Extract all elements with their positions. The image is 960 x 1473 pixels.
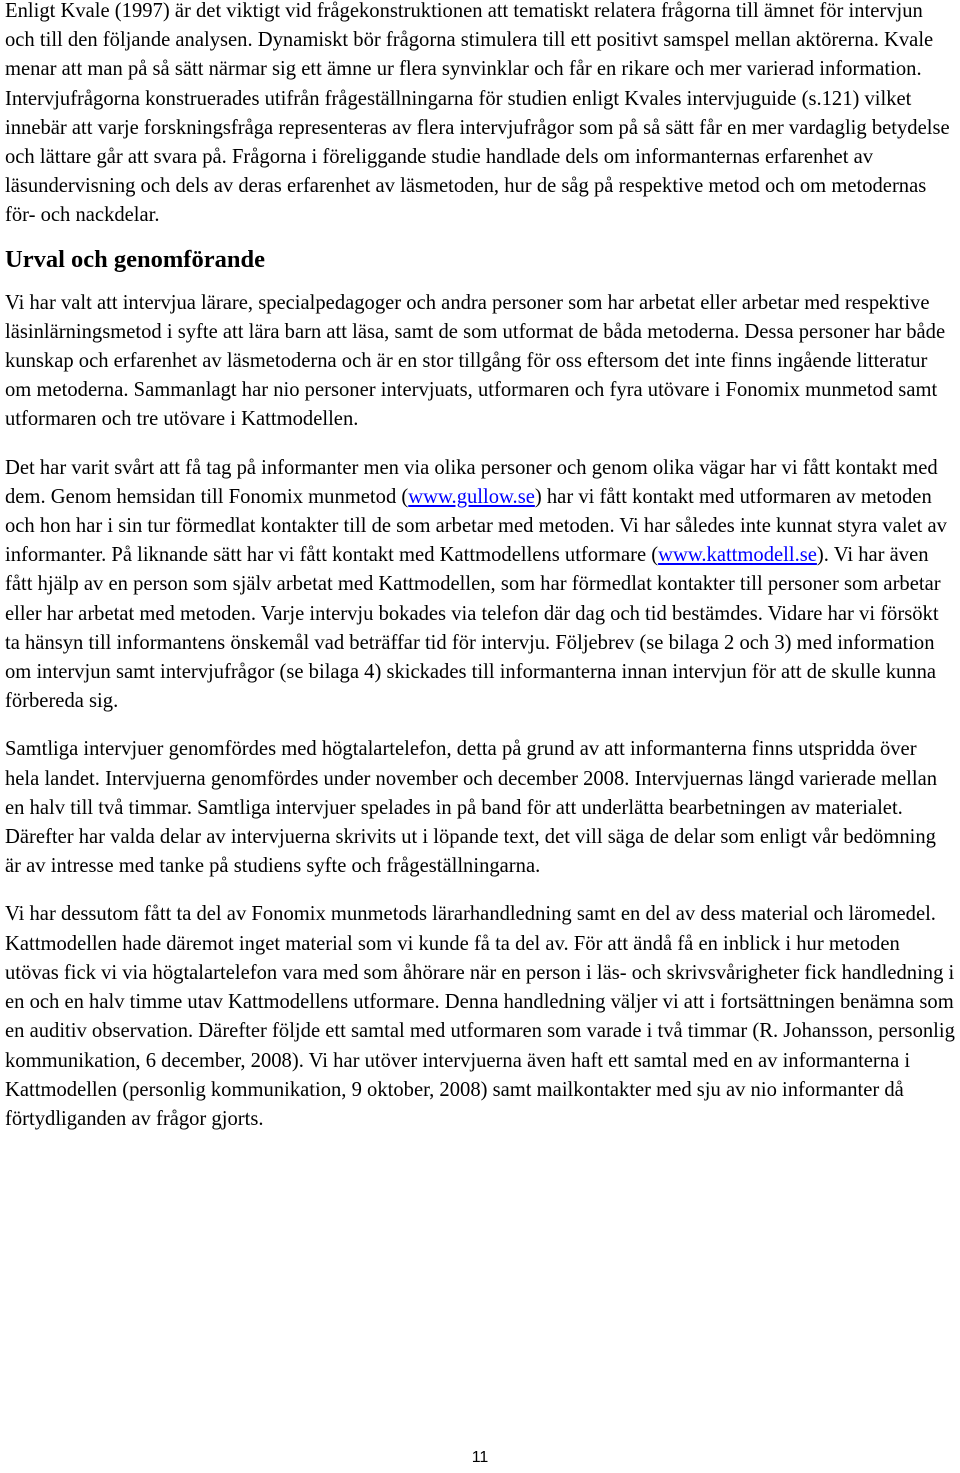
link-gullow[interactable]: www.gullow.se <box>408 485 535 508</box>
document-page <box>5 0 955 1134</box>
paragraph-selection: Vi har valt att intervjua lärare, specialpedagoger och andra personer som har arbetat eller arbetar med respektive läsinlärningsmetod i syfte att lära barn att läsa, samt de som utformat de båda metoderna. Dessa personer har både kunskap och erfarenhet av läsmetoderna och är en stor tillgång för oss eftersom det inte finns ingående litteratur om metoderna. Sammanlagt har nio personer intervjuats, utformaren och fyra utövare i Fonomix munmetod samt utformaren och tre utövare i Kattmodellen. <box>5 291 946 431</box>
paragraph-intro: Enligt Kvale (1997) är det viktigt vid frågekonstruktionen att tematiskt relatera frågorna till ämnet för intervjun och till den följande analysen. Dynamiskt bör frågorna stimulera till ett positivt samspel mellan aktörerna. Kvale menar att man på så sätt närmar sig ett ämne ur flera synvinklar och får en rikare och mer varierad information. Intervjufrågorna konstruerades utifrån frågeställningarna för studien enligt Kvales intervjuguide (s.121) vilket innebär att varje forskningsfråga representeras av flera intervjufrågor som på så sätt får en mer vardaglig betydelse och lättare går att svara på. Frågorna i föreliggande studie handlade dels om informanternas erfarenhet av läsundervisning och dels av deras erfarenhet av läsmetoden, hur de såg på respektive metod och om metodernas för- och nackdelar. <box>5 0 950 227</box>
section-heading: Urval och genomförande <box>5 245 265 273</box>
paragraph-contacts-text-c: ). Vi har även fått hjälp av en person som själv arbetat med Kattmodellen, som har förmedlat kontakter till personer som arbetar eller har arbetat med metoden. Varje intervju bokades via telefon där dag och tid bestämdes. Vidare har vi försökt ta hänsyn till informantens önskemål vad beträffar tid för intervju. Följebrev (se bilaga 2 och 3) med information om intervjun samt intervjufrågor (se bilaga 4) skickades till informanterna innan intervjun för att de skulle kunna förbereda sig. <box>5 544 941 713</box>
paragraph-interviews: Samtliga intervjuer genomfördes med högtalartelefon, detta på grund av att informanterna finns utspridda över hela landet. Intervjuerna genomfördes under november och december 2008. Intervjuernas längd varierade mellan en halv till två timmar. Samtliga intervjuer spelades in på band för att underlätta bearbetningen av materialet. Därefter har valda delar av intervjuerna skrivits ut i löpande text, det vill säga de delar som enligt vår bedömning är av intresse med tanke på studiens syfte och frågeställningarna. <box>5 738 938 878</box>
paragraph-contacts-text-b: ) har vi fått kontakt med utformaren av metoden och hon har i sin tur förmedlat kontakter till de som arbetar med metoden. Vi har således inte kunnat styra valet av informanter. På liknande sätt har vi fått kontakt med Kattmodellens utformare ( <box>5 485 947 567</box>
page-number: 11 <box>471 1449 489 1466</box>
paragraph-material: Vi har dessutom fått ta del av Fonomix munmetods lärarhandledning samt en del av dess material och läromedel. Kattmodellen hade däremot inget material som vi kunde få ta del av. För att ändå få en inblick i hur metoden utövas fick vi via högtalartelefon vara med som åhörare när en person i läs- och skrivsvårigheter fick handledning i en och en halv timme utav Kattmodellens utformare. Denna handledning väljer vi att i fortsättningen benämna som en auditiv observation. Därefter följde ett samtal med utformaren som varade i två timmar (R. Johansson, personlig kommunikation, 6 december, 2008). Vi har utöver intervjuerna även haft ett samtal med en av informanterna i Kattmodellen (personlig kommunikation, 9 oktober, 2008) samt mailkontakter med sju av nio informanter då förtydliganden av frågor gjorts. <box>5 903 955 1130</box>
link-kattmodell[interactable]: www.kattmodell.se <box>658 544 817 567</box>
paragraph-contacts-text-a: Det har varit svårt att få tag på informanter men via olika personer och genom olika vägar har vi fått kontakt med dem. Genom hemsidan till Fonomix munmetod ( <box>5 456 938 508</box>
paragraph-contacts <box>5 454 955 717</box>
